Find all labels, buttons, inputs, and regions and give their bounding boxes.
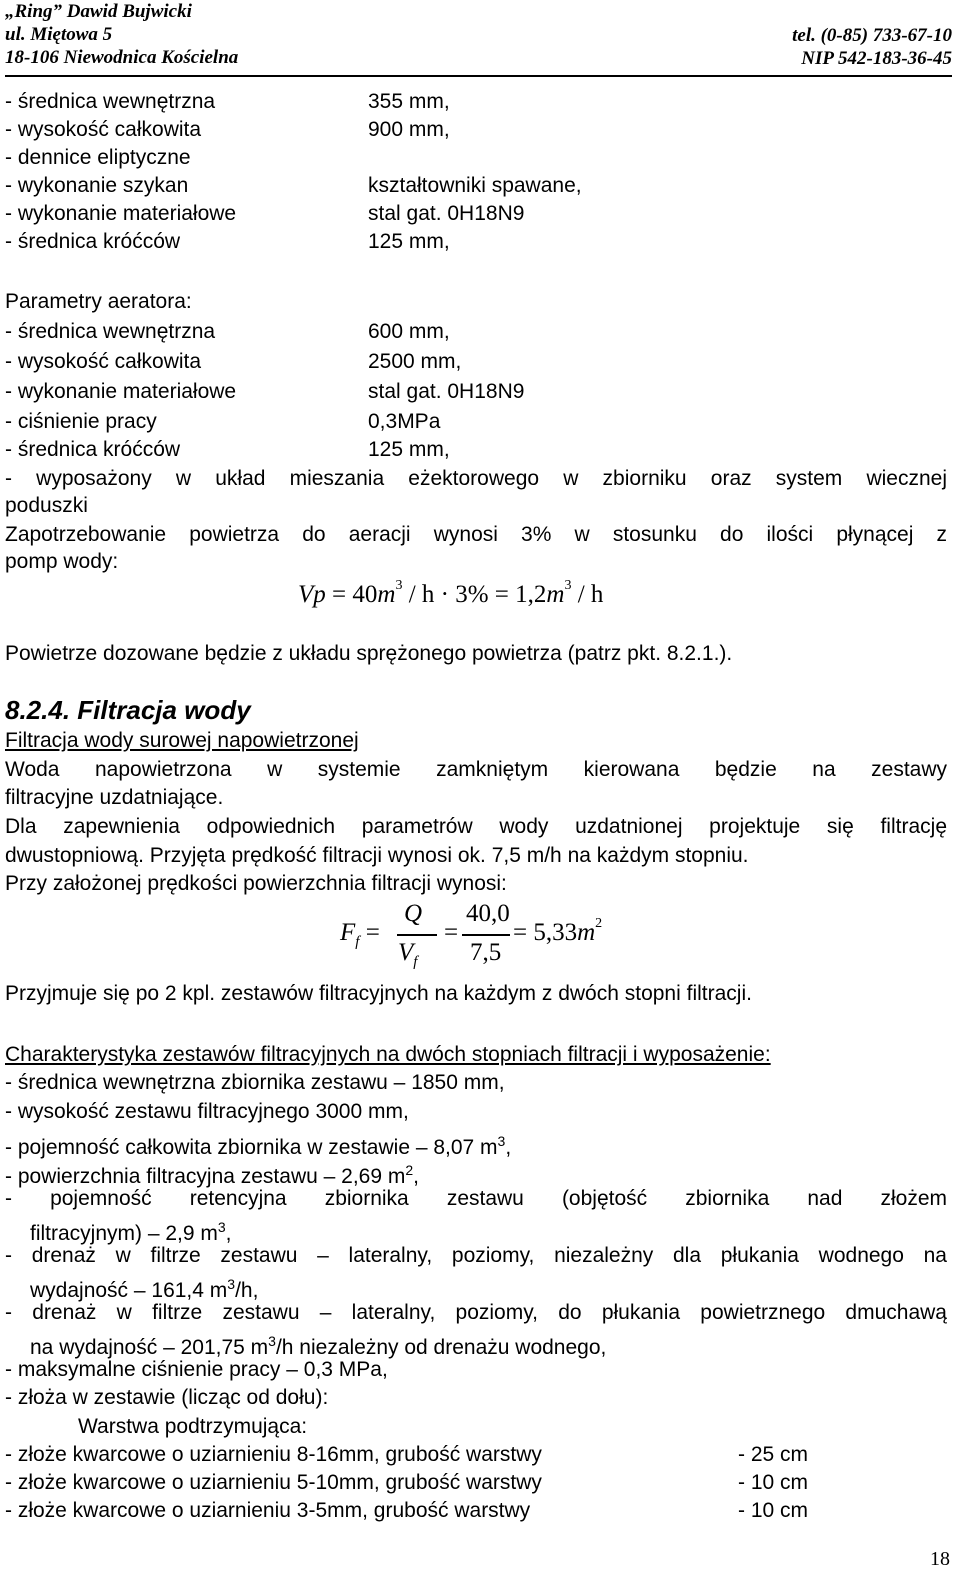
layer-label: - złoże kwarcowe o uziarnieniu 5-10mm, grubość warstwy [5, 1471, 542, 1494]
paragraph-line: dwustopniową. Przyjęta prędkość filtracji wynosi ok. 7,5 m/h na każdym stopniu. [5, 844, 749, 867]
paragraph-line: filtracyjne uzdatniające. [5, 786, 224, 809]
formula-text: / h [577, 581, 604, 608]
formula-symbol: F [340, 919, 356, 946]
layer-group-title: Warstwa podtrzymująca: [78, 1415, 308, 1438]
param-label: - wykonanie materiałowe [5, 202, 237, 225]
letterhead [5, 0, 952, 77]
company-name: „Ring” Dawid Bujwicki [5, 1, 192, 22]
param-value: 125 mm, [368, 230, 450, 253]
formula-unit: m [546, 581, 565, 608]
exponent: 2 [405, 1162, 414, 1178]
param-value: 2500 mm, [368, 350, 462, 373]
param-label: - wysokość całkowita [5, 118, 202, 141]
formula-exponent: 3 [564, 577, 572, 593]
paragraph-line: poduszki [5, 494, 88, 517]
paragraph-line: Zapotrzebowanie powietrza do aeracji wynosi 3% w stosunku do ilości płynącej z [5, 523, 947, 546]
phone-number: tel. (0-85) 733-67-10 [792, 25, 952, 46]
formula-exponent: 2 [595, 915, 603, 931]
param-label: - średnica wewnętrzna [5, 90, 216, 113]
param-value: stal gat. 0H18N9 [368, 202, 525, 225]
list-item-text: , [413, 1165, 419, 1188]
street-address: ul. Miętowa 5 [5, 24, 113, 45]
fraction-bar [397, 934, 437, 936]
letterhead-right [792, 24, 952, 70]
paragraph-line: Dla zapewnienia odpowiednich parametrów wody uzdatnionej projektuje się filtrację [5, 815, 947, 838]
formula-symbol: Q [404, 900, 423, 927]
formula-subscript: f [413, 954, 418, 970]
param-value: 0,3MPa [368, 410, 441, 433]
exponent: 3 [227, 1276, 236, 1292]
list-item-text: /h, [235, 1279, 259, 1302]
paragraph-line: pomp wody: [5, 550, 119, 573]
paragraph-line: Przy założonej prędkości powierzchnia filtracji wynosi: [5, 872, 507, 895]
tax-id: NIP 542-183-36-45 [801, 48, 952, 69]
param-value: 900 mm, [368, 118, 450, 141]
formula-exponent: 3 [395, 577, 403, 593]
list-item-text: , [225, 1222, 232, 1245]
param-value: stal gat. 0H18N9 [368, 380, 525, 403]
formula-number: 40 [352, 581, 378, 608]
param-label: - wysokość całkowita [5, 350, 202, 373]
paragraph-line: - wyposażony w układ mieszania eżektorowego w zbiorniku oraz system wiecznej [5, 467, 947, 490]
letterhead-left [5, 0, 238, 69]
formula-unit: m [377, 581, 396, 608]
list-item: - złoża w zestawie (licząc od dołu): [5, 1386, 329, 1409]
list-item: - pojemność retencyjna zbiornika zestawu (objętość zbiornika nad złożem [5, 1187, 947, 1210]
formula-denominator: 7,5 [470, 939, 502, 966]
param-label: - średnica króćców [5, 438, 181, 461]
layer-thickness: - 10 cm [738, 1471, 809, 1494]
exponent: 3 [268, 1333, 276, 1349]
city-address: 18-106 Niewodnica Kościelna [5, 47, 239, 68]
section-heading: 8.2.4. Filtracja wody [5, 695, 251, 725]
aerator-title: Parametry aeratora: [5, 290, 192, 313]
layer-label: - złoże kwarcowe o uziarnieniu 8-16mm, grubość warstwy [5, 1443, 542, 1466]
list-item: - drenaż w filtrze zestawu – lateralny, poziomy, niezależny dla płukania wodnego na [5, 1244, 947, 1267]
paragraph-line: Powietrze dozowane będzie z układu sprężonego powietrza (patrz pkt. 8.2.1.). [5, 642, 733, 665]
paragraph-line: Woda napowietrzona w systemie zamkniętym kierowana będzie na zestawy [5, 758, 947, 781]
formula-number: = 5,33 [513, 919, 578, 946]
param-label: - ciśnienie pracy [5, 410, 157, 433]
layer-label: - złoże kwarcowe o uziarnieniu 3-5mm, grubość warstwy [5, 1499, 531, 1522]
list-item: - drenaż w filtrze zestawu – lateralny, poziomy, do płukania powietrznego dmuchawą [5, 1301, 947, 1324]
list-item: - średnica wewnętrzna zbiornika zestawu – 1850 mm, [5, 1071, 505, 1094]
formula-operator: = [332, 581, 347, 608]
paragraph-line: Przyjmuje się po 2 kpl. zestawów filtracyjnych na każdym z dwóch stopni filtracji. [5, 982, 752, 1005]
exponent: 3 [497, 1133, 506, 1149]
layer-thickness: - 10 cm [738, 1499, 809, 1522]
formula-symbol: V [398, 939, 414, 966]
list-item-text: na wydajność – 201,75 m [30, 1336, 269, 1359]
exponent: 3 [217, 1219, 226, 1235]
list-item-text: filtracyjnym) – 2,9 m [30, 1222, 218, 1245]
formula-denominator [398, 939, 417, 971]
list-item-text: wydajność – 161,4 m [30, 1279, 228, 1302]
formula-numerator [404, 900, 422, 928]
param-value: 600 mm, [368, 320, 450, 343]
air-demand-formula [298, 577, 604, 609]
param-label: - średnica króćców [5, 230, 181, 253]
characteristics-heading: Charakterystyka zestawów filtracyjnych na dwóch stopniach filtracji i wyposażenie: [5, 1043, 771, 1066]
param-value: 125 mm, [368, 438, 450, 461]
list-item-text: /h niezależny od drenażu wodnego, [275, 1336, 607, 1359]
fraction-bar [462, 934, 510, 936]
param-value: 355 mm, [368, 90, 450, 113]
sub-heading: Filtracja wody surowej napowietrzonej [5, 729, 359, 752]
formula-subscript: f [355, 934, 360, 950]
list-item-text: - powierzchnia filtracyjna zestawu – 2,69 m [5, 1165, 406, 1188]
param-label: - dennice eliptyczne [5, 146, 191, 169]
formula-numerator: 40,0 [466, 900, 510, 927]
formula-operator: = [365, 919, 380, 946]
formula-result [513, 915, 603, 947]
formula-unit: m [577, 919, 596, 946]
param-label: - wykonanie szykan [5, 174, 189, 197]
page-number: 18 [930, 1548, 950, 1570]
formula-text: / h · 3% = 1,2 [408, 581, 547, 608]
formula-symbol: Vp [298, 581, 326, 608]
param-label: - średnica wewnętrzna [5, 320, 216, 343]
layer-thickness: - 25 cm [738, 1443, 809, 1466]
list-item: - wysokość zestawu filtracyjnego 3000 mm, [5, 1100, 409, 1123]
list-item-text: , [505, 1136, 512, 1159]
filter-area-formula-lhs [340, 919, 380, 951]
list-item-text: - pojemność całkowita zbiornika w zestawie – 8,07 m [5, 1136, 498, 1159]
list-item: - maksymalne ciśnienie pracy – 0,3 MPa, [5, 1358, 388, 1381]
formula-operator: = [444, 919, 459, 946]
param-label: - wykonanie materiałowe [5, 380, 237, 403]
param-value: kształtowniki spawane, [368, 174, 582, 197]
